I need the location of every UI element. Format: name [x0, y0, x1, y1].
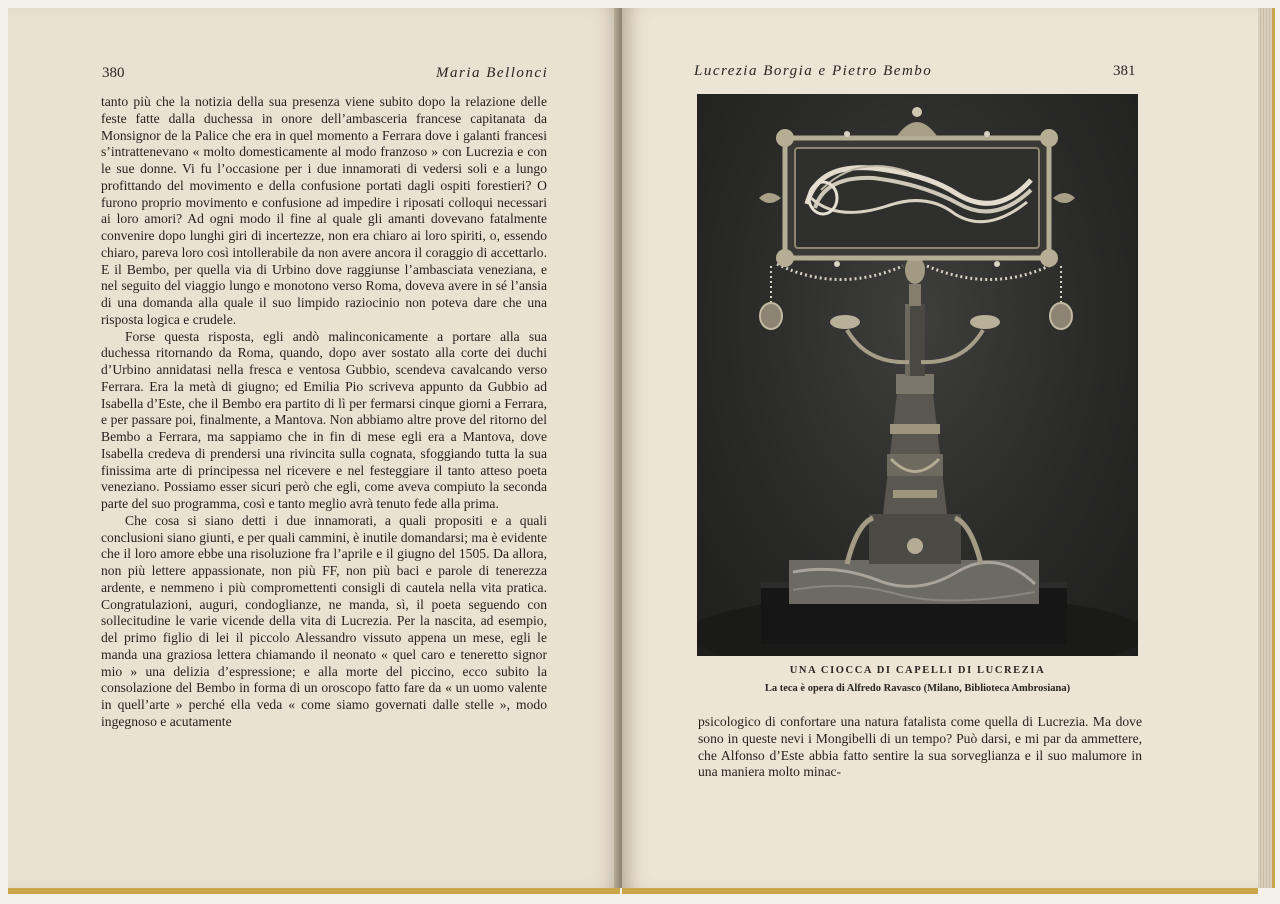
paragraph: Che cosa si siano detti i due innamorati, a quali propositi e a quali conclusioni siano giunti, e per quali cammini, è inutile domandarsi; ma è evidente che il loro amore ebbe una risoluzione fra l’aprile e il giugno del 1505. Da allora, non più lettere appassionate, non più FF, non più baci e parole di tenerezza ardente, e nemmeno i più compromettenti consigli di cautela nella vita pratica. Congratulazioni, auguri, condoglianze, ne manda, sì, il poeta seguendo con sollecitudine le varie vicende della vita di Lucrezia. Per la nascita, ad esempio, del primo figlio di lei il piccolo Alessandro vissuto appena un mese, egli le manda una graziosa lettera chiamando il neonato « quel caro e teneretto signor mio » una delizia d’espressione; e alla morte del piccino, ecco subito la consolazione del Bembo in forma di un oroscopo fatto fare da « un uomo valente in quell’arte » perché ella veda « come siamo governati dalle stelle », modo ingegnoso e acutamente — [101, 512, 547, 729]
page-number-left: 380 — [102, 65, 125, 81]
page-edges — [1258, 8, 1275, 888]
right-body-text — [698, 714, 1142, 781]
reliquary-photograph — [697, 94, 1138, 656]
figure-caption-title: UNA CIOCCA DI CAPELLI DI LUCREZIA — [789, 665, 1046, 676]
figure-caption-credit: La teca è opera di Alfredo Ravasco (Milano, Biblioteca Ambrosiana) — [764, 683, 1071, 694]
left-page — [8, 8, 620, 894]
left-body-text — [101, 94, 547, 731]
page-number-right: 381 — [1113, 63, 1136, 79]
paragraph: tanto più che la notizia della sua presenza viene subito dopo la relazione delle feste fatte dalla duchessa in onore dell’ambasceria francese capitanata da Monsignor de la Palice che era in quel momento a Ferrara dove i galanti francesi s’intrattenevano « molto domesticamente al modo franzoso » con Lucrezia e con le sue donne. Vi fu l’occasione per i due innamorati di vedersi soli e a lungo profittando del movimento e della confusione portati dagli ospiti forestieri? O furono proprio movimento e confusione ad impedire i riposati colloqui necessari ai loro amori? Ad ogni modo il fine al quale gli amanti dovevano fatalmente convenire dopo lunghi giri di incertezze, non era chiaro ai loro spiriti, o, essendo chiaro, pareva loro così intollerabile da non avere ancora il coraggio di accettarlo. E il Bembo, per quella via di Urbino dove raggiunse l’ambasciata veneziana, e nel seguito del viaggio lungo e monotono verso Roma, doveva avere in sé l’ansia di una domanda alla quale il suo limpido raziocinio non poteva dare che una risposta logica e crudele. — [101, 94, 547, 327]
reliquary-illustration — [697, 94, 1138, 656]
running-head-right: Lucrezia Borgia e Pietro Bembo — [694, 63, 933, 79]
paragraph: Forse questa risposta, egli andò malinconicamente a portare alla sua duchessa ritornando da Roma, quando, dopo aver sostato alla corte dei duchi d’Urbino annidatasi nella fresca e ventosa Gubbio, scendeva cavalcando verso Ferrara. Era la metà di giugno; ed Emilia Pio scriveva appunto da Gubbio ad Isabella d’Este, che il Bembo era partito di lì per fermarsi cinque giorni a Ferrara, e per passare poi, finalmente, a Mantova. Non abbiamo altre prove del ritorno del Bembo a Ferrara, ma sappiamo che in fin di mese egli era a Mantova, dove Isabella credeva di prendersi una rivincita sulla cognata, sfoggiando tutta la sua finissima arte di principessa nel ricevere e nel festeggiare il tanto atteso poeta veneziano. Possiamo esser sicuri però che egli, come aveva compiuto la seconda parte del suo programma, così e tanto meglio avrà tenuto fede alla prima. — [101, 328, 547, 511]
paragraph: psicologico di confortare una natura fatalista come quella di Lucrezia. Ma dove sono in queste nevi i Mongibelli di un tempo? Può darsi, e mi par da ammettere, che Alfonso d’Este abbia fatto sentire la sua sorveglianza e il suo malumore in una maniera molto minac- — [698, 714, 1142, 780]
running-head-left: Maria Bellonci — [436, 65, 549, 81]
